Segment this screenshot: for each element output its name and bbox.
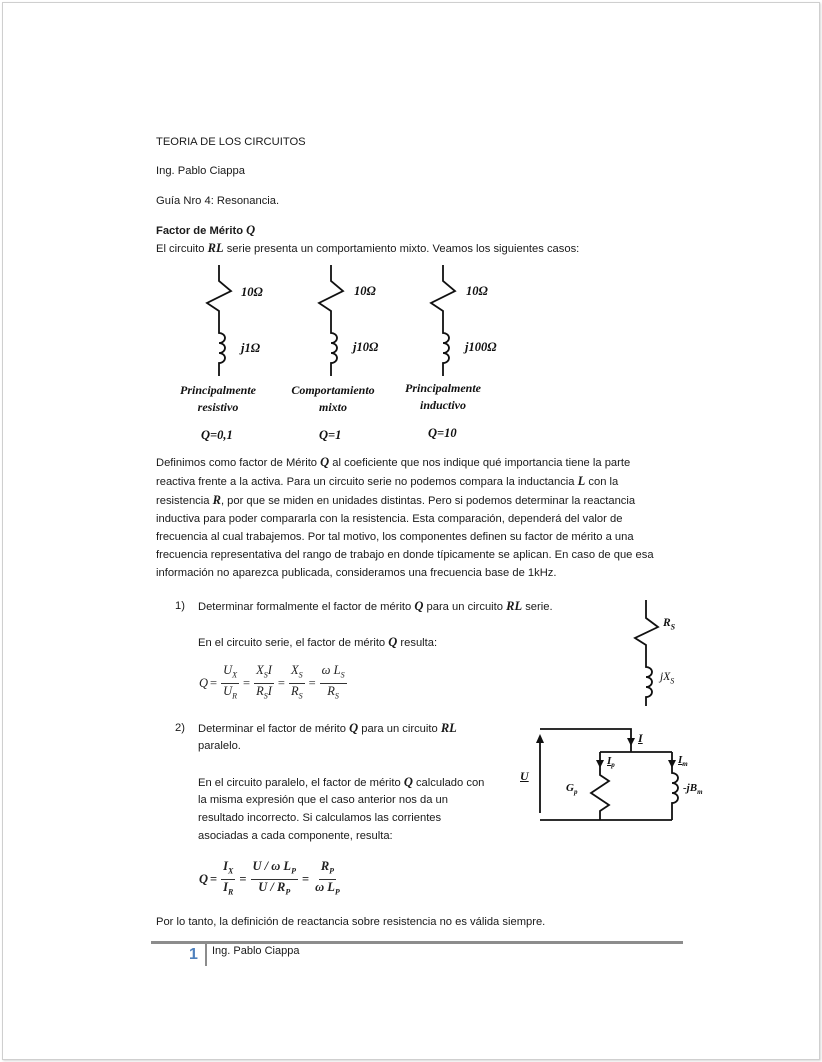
caption-line: Principalmente <box>180 383 256 397</box>
footer-author: Ing. Pablo Ciappa <box>212 945 300 957</box>
item1-number: 1) <box>175 600 185 612</box>
footer-divider <box>205 943 207 966</box>
item2-body-line: la misma expresión que el caso anterior nos da un <box>198 794 448 806</box>
case3-reactance: j100Ω <box>465 340 497 354</box>
current-im-label: $I_m$ <box>678 754 688 769</box>
caption-line: Principalmente <box>405 381 481 395</box>
conductance-gp-label: $G_p$ <box>566 782 578 797</box>
caption-line: resistivo <box>197 400 239 414</box>
item2-body-line: asociadas a cada componente, resulta: <box>198 830 393 842</box>
item1-statement: Determinar formalmente el factor de mérito Q para un circuito RL serie. <box>198 599 553 613</box>
case2-resistance: 10Ω <box>354 284 376 298</box>
jxs-label: $jX_S$ <box>660 671 675 686</box>
caption-line: mixto <box>318 400 347 414</box>
page-number: 1 <box>189 946 198 963</box>
parallel-q-formula: Q = $\frac{I_X}{I_R}$ = $\frac{U / \omega L_P}{U / R_P}$ = $\frac{R_P}{\omega L_P}$ <box>199 859 340 896</box>
case3-resistance: 10Ω <box>466 284 488 298</box>
series-q-formula: Q = $\frac{U_X}{U_R}$ = $\frac{X_SI}{R_SI}$ = $\frac{X_S}{R_S}$ = $\frac{\omega L_S}{R_S}$ <box>199 663 345 700</box>
item2-statement-cont: paralelo. <box>198 740 241 752</box>
intro-text: El circuito <box>156 243 208 255</box>
paragraph-line: resistencia R, por que se miden en unidades distintas. Pero si podemos determinar la reactancia <box>156 493 636 507</box>
item1-result-text: En el circuito serie, el factor de mérito Q resulta: <box>198 635 438 649</box>
item2-body-line: resultado incorrecto. Si calculamos las corrientes <box>198 812 442 824</box>
section-heading-text: Factor de Mérito <box>156 225 247 237</box>
item2-body-line: En el circuito paralelo, el factor de mérito Q calculado con <box>198 775 485 789</box>
paragraph-line: Definimos como factor de Mérito Q al coeficiente que nos indique qué importancia tiene la parte <box>156 455 631 469</box>
susceptance-bm-label: $-jB_m$ <box>683 782 703 797</box>
rl-symbol: RL <box>207 241 224 255</box>
course-title: TEORIA DE LOS CIRCUITOS <box>156 136 306 148</box>
current-i-label: I <box>638 731 643 745</box>
paragraph-line: inductiva para poder compararla con la resistencia. Esta comparación, dependerá del valor de <box>156 513 623 525</box>
case1-reactance: j1Ω <box>241 341 261 355</box>
voltage-u-label: U <box>520 769 529 783</box>
paragraph-line: frecuencia al cual trabajemos. Por tal motivo, los componentes definen su factor de mérito a una <box>156 531 634 543</box>
parallel-rl-diagram <box>3 3 822 843</box>
q-symbol: Q <box>246 223 256 237</box>
case1-resistance: 10Ω <box>241 285 263 299</box>
paragraph-line: frecuencia representativa del rango de trabajo en donde típicamente se aplican. En caso de que esa <box>156 549 654 561</box>
conclusion-text: Por lo tanto, la definición de reactancia sobre resistencia no es válida siempre. <box>156 916 546 928</box>
case3-q-value: Q=10 <box>428 426 457 440</box>
case1-q-value: Q=0,1 <box>201 428 233 442</box>
case2-reactance: j10Ω <box>353 340 379 354</box>
footer-rule <box>151 941 683 944</box>
intro-text-rest: serie presenta un comportamiento mixto. Veamos los siguientes casos: <box>223 243 580 255</box>
caption-line: Comportamiento <box>291 383 375 397</box>
rs-label: $R_S$ <box>663 617 676 632</box>
paragraph-line: información no aparezca publicada, consideramos una frecuencia base de 1kHz. <box>156 567 557 579</box>
paragraph-line: reactiva frente a la activa. Para un circuito serie no podemos compara la inductancia L con la <box>156 474 619 488</box>
document-page <box>2 2 820 1060</box>
case2-q-value: Q=1 <box>319 428 342 442</box>
caption-line: inductivo <box>419 398 466 412</box>
author-line: Ing. Pablo Ciappa <box>156 165 245 177</box>
guide-title: Guía Nro 4: Resonancia. <box>156 195 280 207</box>
item2-number: 2) <box>175 722 185 734</box>
current-ip-label: $I_p$ <box>607 755 615 770</box>
item2-statement: Determinar el factor de mérito Q para un circuito RL <box>198 721 457 735</box>
